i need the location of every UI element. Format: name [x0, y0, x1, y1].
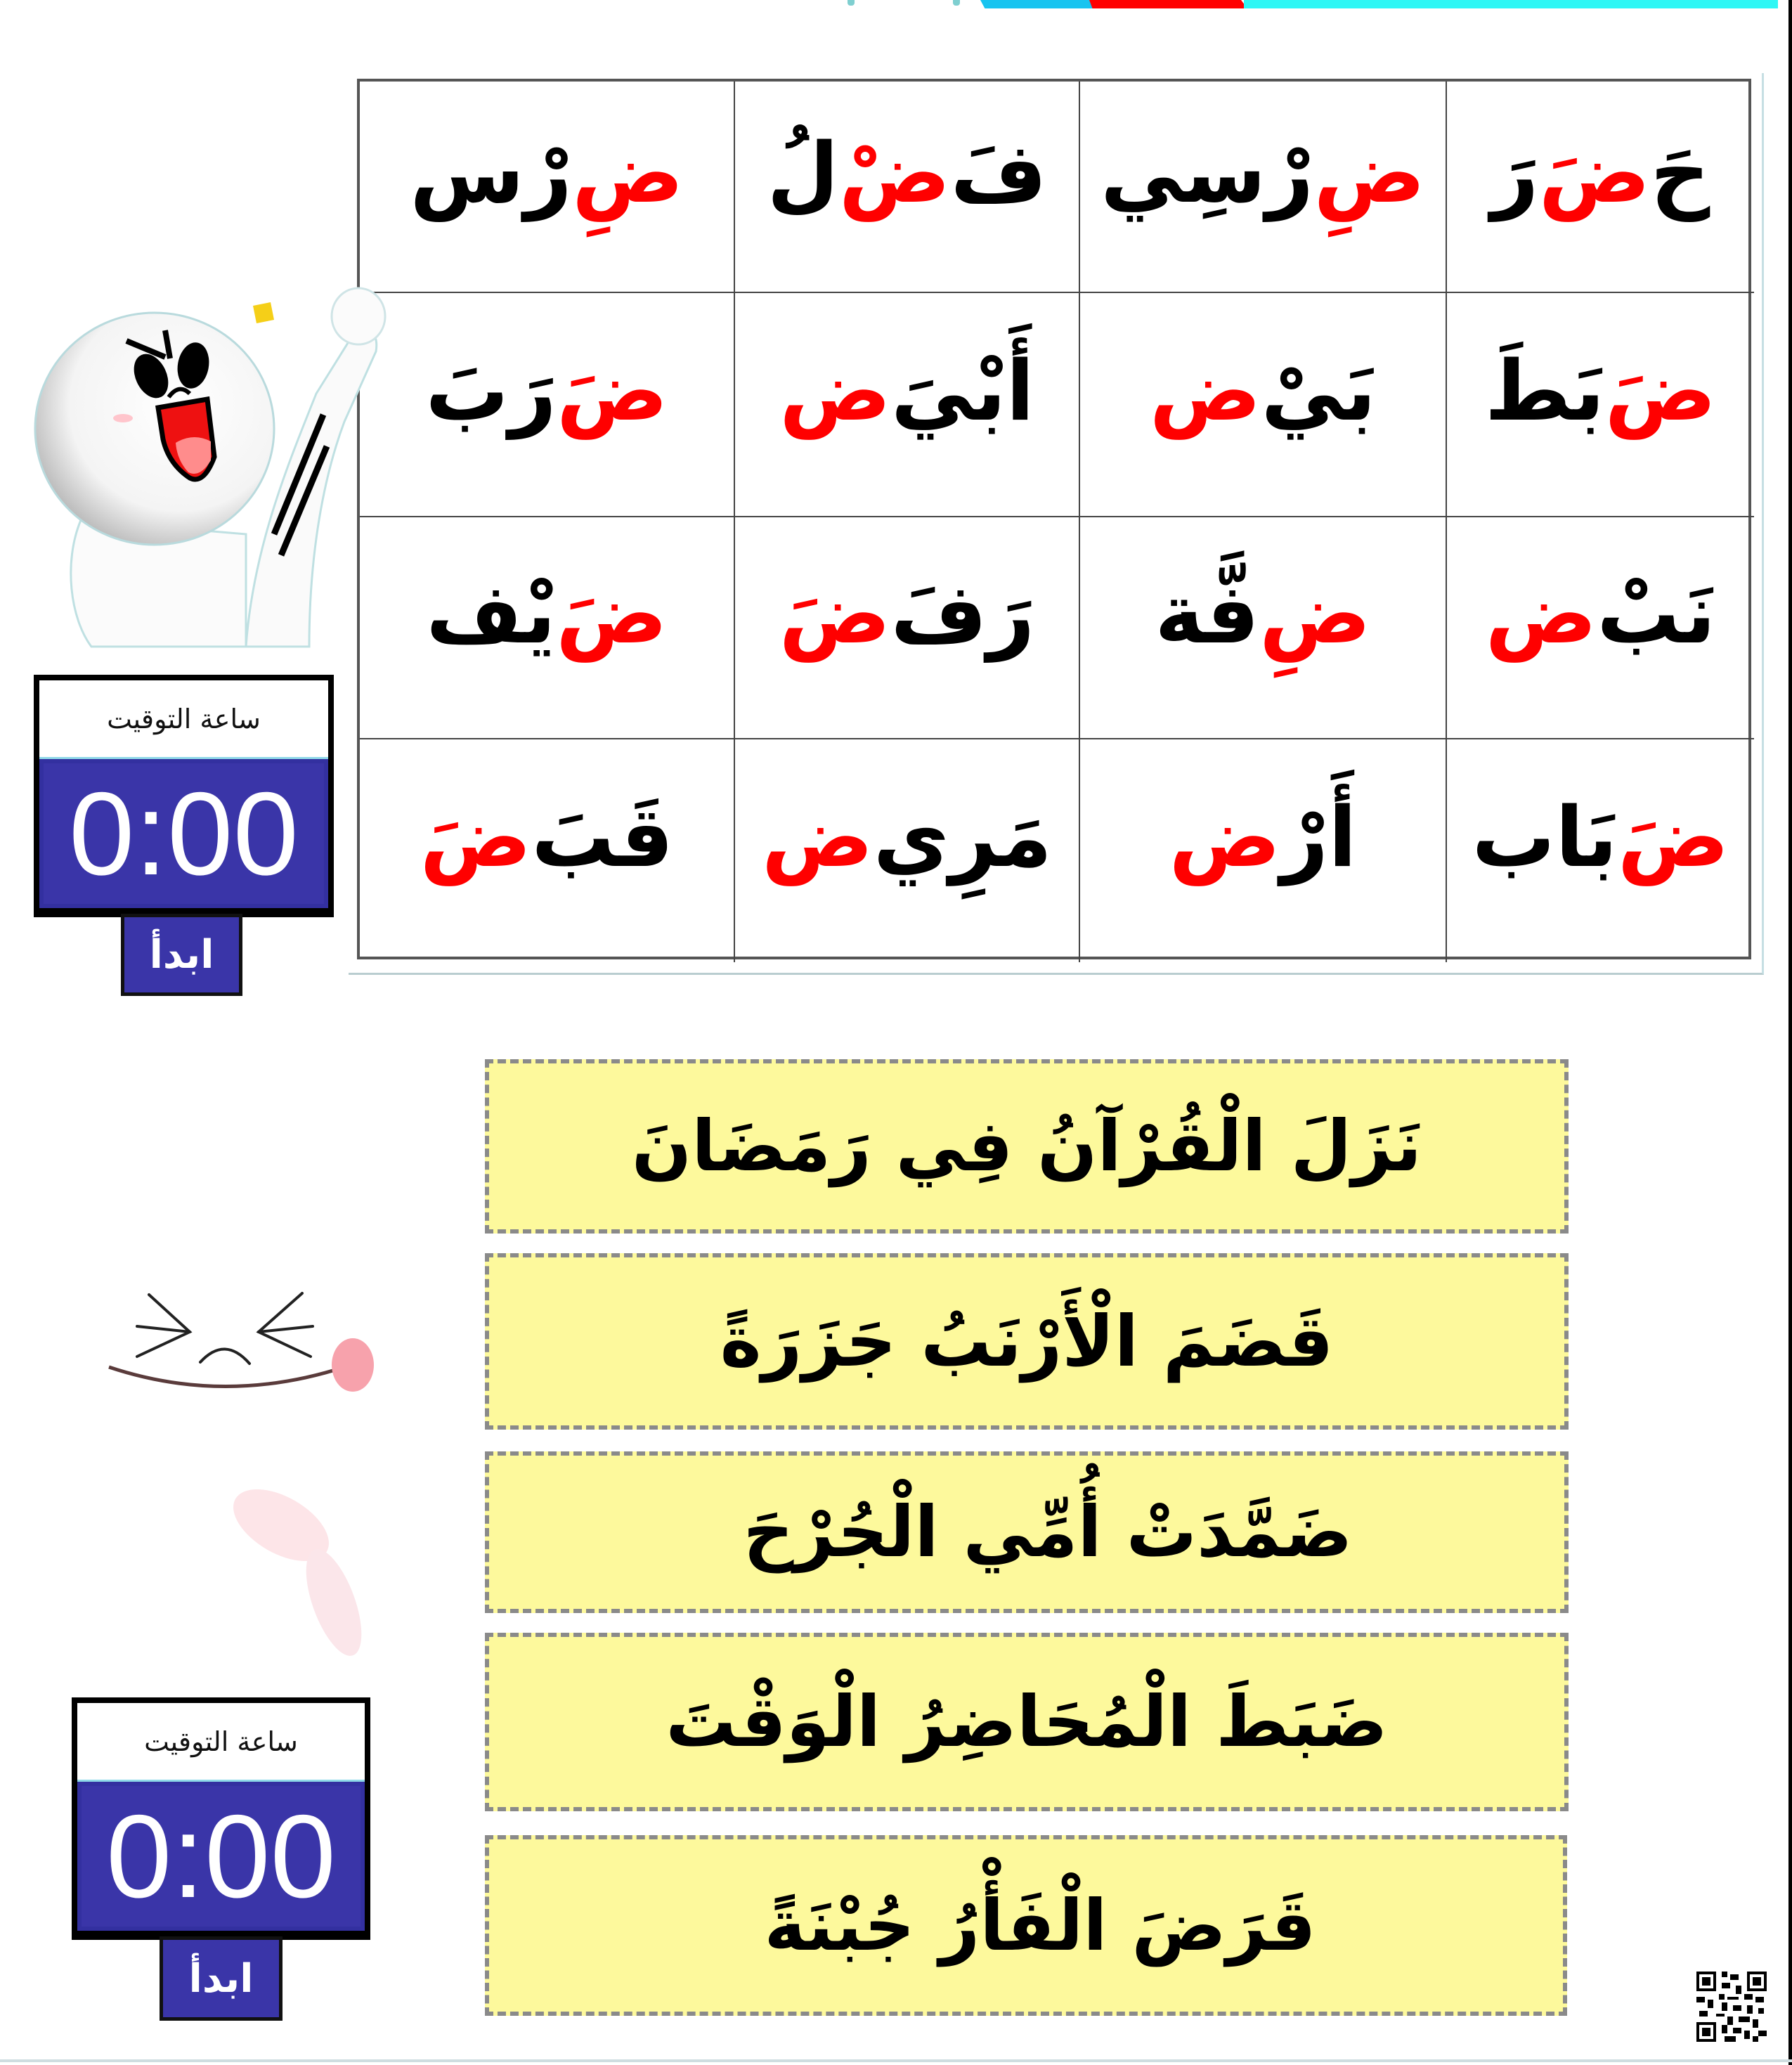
laughing-face-icon — [70, 1251, 436, 1673]
word-cell[interactable] — [1447, 293, 1754, 517]
word-part: رَفَ — [890, 565, 1035, 662]
word-part: بَيْ — [1261, 342, 1377, 439]
highlight-dad: ضِ — [572, 124, 684, 221]
word-part: حَ — [1650, 124, 1710, 221]
cheering-mascot-icon — [14, 253, 436, 675]
word-cell[interactable] — [1447, 82, 1754, 293]
timer-label: ساعة التوقيت — [39, 680, 328, 757]
word-part: فَّة — [1155, 565, 1260, 662]
word-cell[interactable] — [735, 739, 1080, 962]
word-part: رْسِي — [1100, 124, 1314, 221]
banner-cyan-stripe — [1244, 0, 1778, 8]
word-part: أَبْيَ — [890, 342, 1034, 439]
highlight-dad: ضَ — [420, 788, 532, 886]
word-part: بَاب — [1472, 788, 1618, 886]
highlight-dad: ض — [1169, 788, 1281, 886]
word-cell[interactable] — [360, 739, 735, 962]
word-cell[interactable] — [1447, 739, 1754, 962]
word-part: رْس — [410, 124, 573, 221]
word-part: مَرِي — [873, 788, 1053, 886]
sentence-card[interactable]: قَرَضَ الْفَأْرُ جُبْنَةً — [485, 1835, 1567, 2016]
word-cell[interactable] — [735, 82, 1080, 293]
word-cell[interactable] — [1447, 517, 1754, 739]
banner-dot — [953, 0, 960, 6]
timer-display: 0:00 — [39, 757, 328, 908]
highlight-dad: ضَ — [1604, 342, 1717, 439]
highlight-dad: ضَ — [1538, 124, 1651, 221]
word-cell[interactable] — [735, 517, 1080, 739]
word-part: رَبَ — [425, 342, 557, 439]
word-part: فَ — [950, 124, 1047, 221]
timer-frame — [72, 1697, 370, 1940]
start-timer-button[interactable]: ابدأ — [160, 1936, 283, 2021]
word-cell[interactable] — [1080, 82, 1447, 293]
word-part: أَرْ — [1280, 788, 1357, 886]
sentence-card[interactable]: ضَمَّدَتْ أُمِّي الْجُرْحَ — [485, 1451, 1569, 1613]
banner-blue-stripe — [980, 0, 1093, 8]
page-edge — [1788, 0, 1792, 2065]
highlight-dad: ضَ — [1617, 788, 1729, 886]
word-part: قَبَ — [531, 788, 674, 886]
word-part: بَطَ — [1484, 342, 1605, 439]
highlight-dad: ضَ — [779, 565, 891, 662]
timer-frame — [34, 675, 334, 917]
banner-dot — [848, 0, 855, 6]
sentence-card[interactable]: ضَبَطَ الْمُحَاضِرُ الْوَقْتَ — [485, 1633, 1569, 1811]
highlight-dad: ضَ — [556, 565, 668, 662]
word-cell[interactable] — [1080, 517, 1447, 739]
word-grid — [357, 79, 1751, 959]
highlight-dad: ض — [1149, 342, 1261, 439]
highlight-dad: ض — [761, 788, 874, 886]
highlight-dad: ضِ — [1313, 124, 1426, 221]
word-part: لُ — [767, 124, 839, 221]
highlight-dad: ض — [779, 342, 891, 439]
highlight-dad: ضِ — [1259, 565, 1371, 662]
sentence-card[interactable]: نَزَلَ الْقُرْآنُ فِي رَمَضَانَ — [485, 1059, 1569, 1234]
highlight-dad: ض — [1485, 565, 1597, 662]
word-cell[interactable] — [1080, 739, 1447, 962]
page-bottom-border — [0, 2059, 1792, 2062]
highlight-dad: ضْ — [838, 124, 951, 221]
banner-red-stripe — [1089, 0, 1247, 8]
start-timer-button[interactable]: ابدأ — [121, 914, 242, 996]
qr-code-icon — [1696, 1971, 1767, 2043]
word-cell[interactable] — [735, 293, 1080, 517]
sentence-card[interactable]: قَضَمَ الْأَرْنَبُ جَزَرَةً — [485, 1253, 1569, 1430]
word-part: يْف — [426, 565, 557, 662]
word-part: نَبْ — [1597, 565, 1716, 662]
timer-label: ساعة التوقيت — [77, 1703, 365, 1780]
word-part: رَ — [1491, 124, 1539, 221]
timer-display: 0:00 — [77, 1780, 365, 1931]
highlight-dad: ضَ — [556, 342, 668, 439]
word-cell[interactable] — [1080, 293, 1447, 517]
